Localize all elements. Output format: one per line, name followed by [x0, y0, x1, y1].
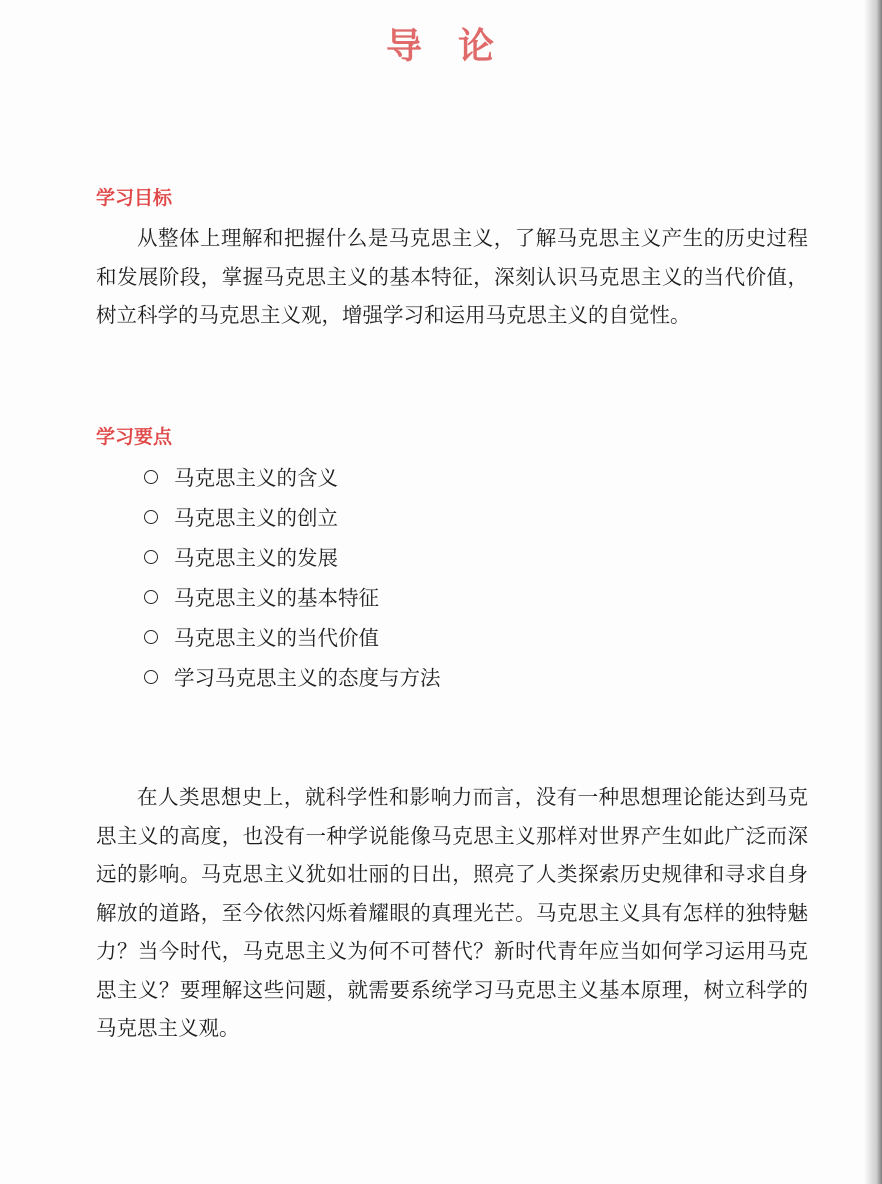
key-point-item: [144, 498, 441, 538]
chapter-title-part2: 论: [458, 25, 497, 67]
circle-bullet-icon: [144, 550, 158, 564]
learning-goals-heading: 学习目标: [96, 187, 173, 209]
circle-bullet-icon: [144, 670, 158, 684]
chapter-title-part1: 导: [385, 25, 424, 67]
key-point-label: 马克思主义的发展: [174, 546, 338, 570]
key-point-label: 马克思主义的创立: [174, 506, 338, 530]
key-point-item: [144, 458, 441, 498]
key-point-item: [144, 578, 441, 618]
key-point-item: [144, 618, 441, 658]
circle-bullet-icon: [144, 470, 158, 484]
intro-paragraph: 在人类思想史上，就科学性和影响力而言，没有一种思想理论能达到马克思主义的高度，也没有一种学说能像马克思主义那样对世界产生如此广泛而深远的影响。马克思主义犹如壮丽的日出，照亮了人类探索历史规律和寻求自身解放的道路，至今依然闪烁着耀眼的真理光芒。马克思主义具有怎样的独特魅力？当今时代，马克思主义为何不可替代？新时代青年应当如何学习运用马克思主义？要理解这些问题，就需要系统学习马克思主义基本原理，树立科学的马克思主义观。: [96, 785, 808, 1040]
key-point-item: [144, 538, 441, 578]
circle-bullet-icon: [144, 630, 158, 644]
learning-goals-text: 从整体上理解和把握什么是马克思主义，了解马克思主义产生的历史过程和发展阶段，掌握马克思主义的基本特征，深刻认识马克思主义的当代价值，树立科学的马克思主义观，增强学习和运用马克思主义的自觉性。: [96, 226, 808, 327]
key-points-heading: 学习要点: [96, 426, 173, 448]
key-point-label: 学习马克思主义的态度与方法: [174, 666, 441, 690]
key-point-item: [144, 658, 441, 698]
key-point-label: 马克思主义的含义: [174, 466, 338, 490]
key-points-list: [144, 458, 441, 698]
key-point-label: 马克思主义的当代价值: [174, 626, 379, 650]
page-edge-shadow: [864, 0, 882, 1184]
chapter-title: [0, 22, 882, 70]
circle-bullet-icon: [144, 590, 158, 604]
key-point-label: 马克思主义的基本特征: [174, 586, 379, 610]
circle-bullet-icon: [144, 510, 158, 524]
